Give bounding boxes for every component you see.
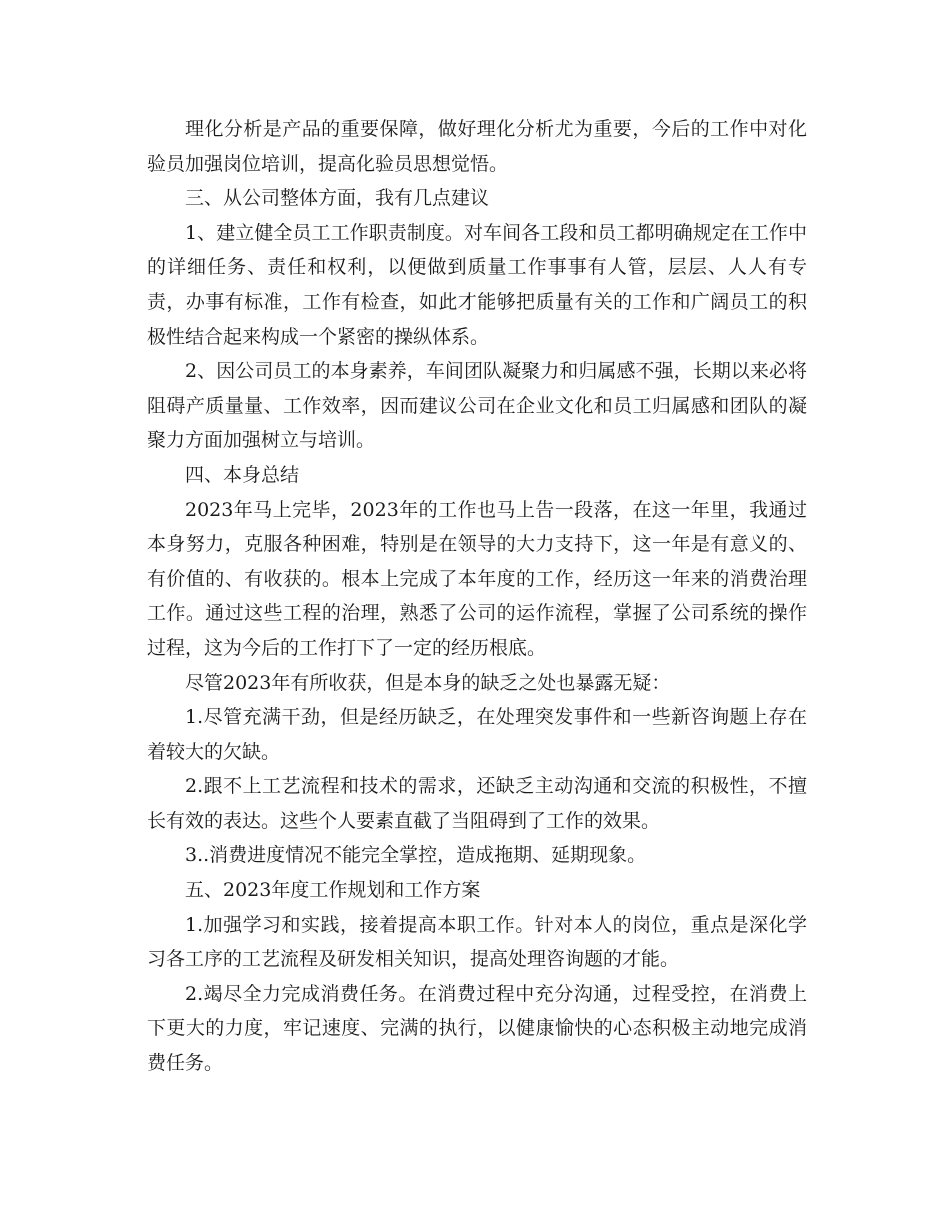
plan-item-1: 1.加强学习和实践，接着提高本职工作。针对本人的岗位，重点是深化学习各工序的工艺流程及研发相关知识，提高处理咨询题的才能。 bbox=[147, 913, 807, 971]
section-heading-5: 五、2023年度工作规划和工作方案 bbox=[185, 879, 481, 902]
paragraph-6: 2023年马上完毕，2023年的工作也马上告一段落，在这一年里，我通过本身努力，克服各种困难，特别是在领导的大力支持下，这一年是有意义的、有价值的、有收获的。根本上完成了本年度的工作，经历这一年来的消费治理工作。通过这些工程的治理，熟悉了公司的运作流程，掌握了公司系统的操作过程，这为今后的工作打下了一定的经历根底。 bbox=[147, 498, 807, 659]
paragraph-4: 2、因公司员工的本身素养，车间团队凝聚力和归属感不强，长期以来必将阻碍产质量量、工作效率，因而建议公司在企业文化和员工归属感和团队的凝聚力方面加强树立与培训。 bbox=[147, 360, 807, 452]
document-body bbox=[147, 112, 807, 1081]
list-item-3: 3..消费进度情况不能完全掌控，造成拖期、延期现象。 bbox=[185, 844, 647, 867]
paragraph-3: 1、建立健全员工工作职责制度。对车间各工段和员工都明确规定在工作中的详细任务、责任和权利，以便做到质量工作事事有人管，层层、人人有专责，办事有标准，工作有检查，如此才能够把质量有关的工作和广阔员工的积极性结合起来构成一个紧密的操纵体系。 bbox=[147, 221, 807, 348]
section-heading-3: 三、从公司整体方面，我有几点建议 bbox=[185, 187, 490, 210]
plan-item-2: 2.竭尽全力完成消费任务。在消费过程中充分沟通，过程受控，在消费上下更大的力度，牢记速度、完满的执行，以健康愉快的心态积极主动地完成消费任务。 bbox=[147, 982, 807, 1075]
list-item-2: 2.跟不上工艺流程和技术的需求，还缺乏主动沟通和交流的积极性，不擅长有效的表达。这些个人要素直截了当阻碍到了工作的效果。 bbox=[147, 775, 807, 832]
paragraph-1: 理化分析是产品的重要保障，做好理化分析尤为重要，今后的工作中对化验员加强岗位培训，提高化验员思想觉悟。 bbox=[147, 118, 807, 175]
section-heading-4: 四、本身总结 bbox=[185, 463, 300, 486]
paragraph-7: 尽管2023年有所收获，但是本身的缺乏之处也暴露无疑： bbox=[185, 671, 671, 694]
list-item-1: 1.尽管充满干劲，但是经历缺乏，在处理突发事件和一些新咨询题上存在着较大的欠缺。 bbox=[147, 706, 807, 763]
